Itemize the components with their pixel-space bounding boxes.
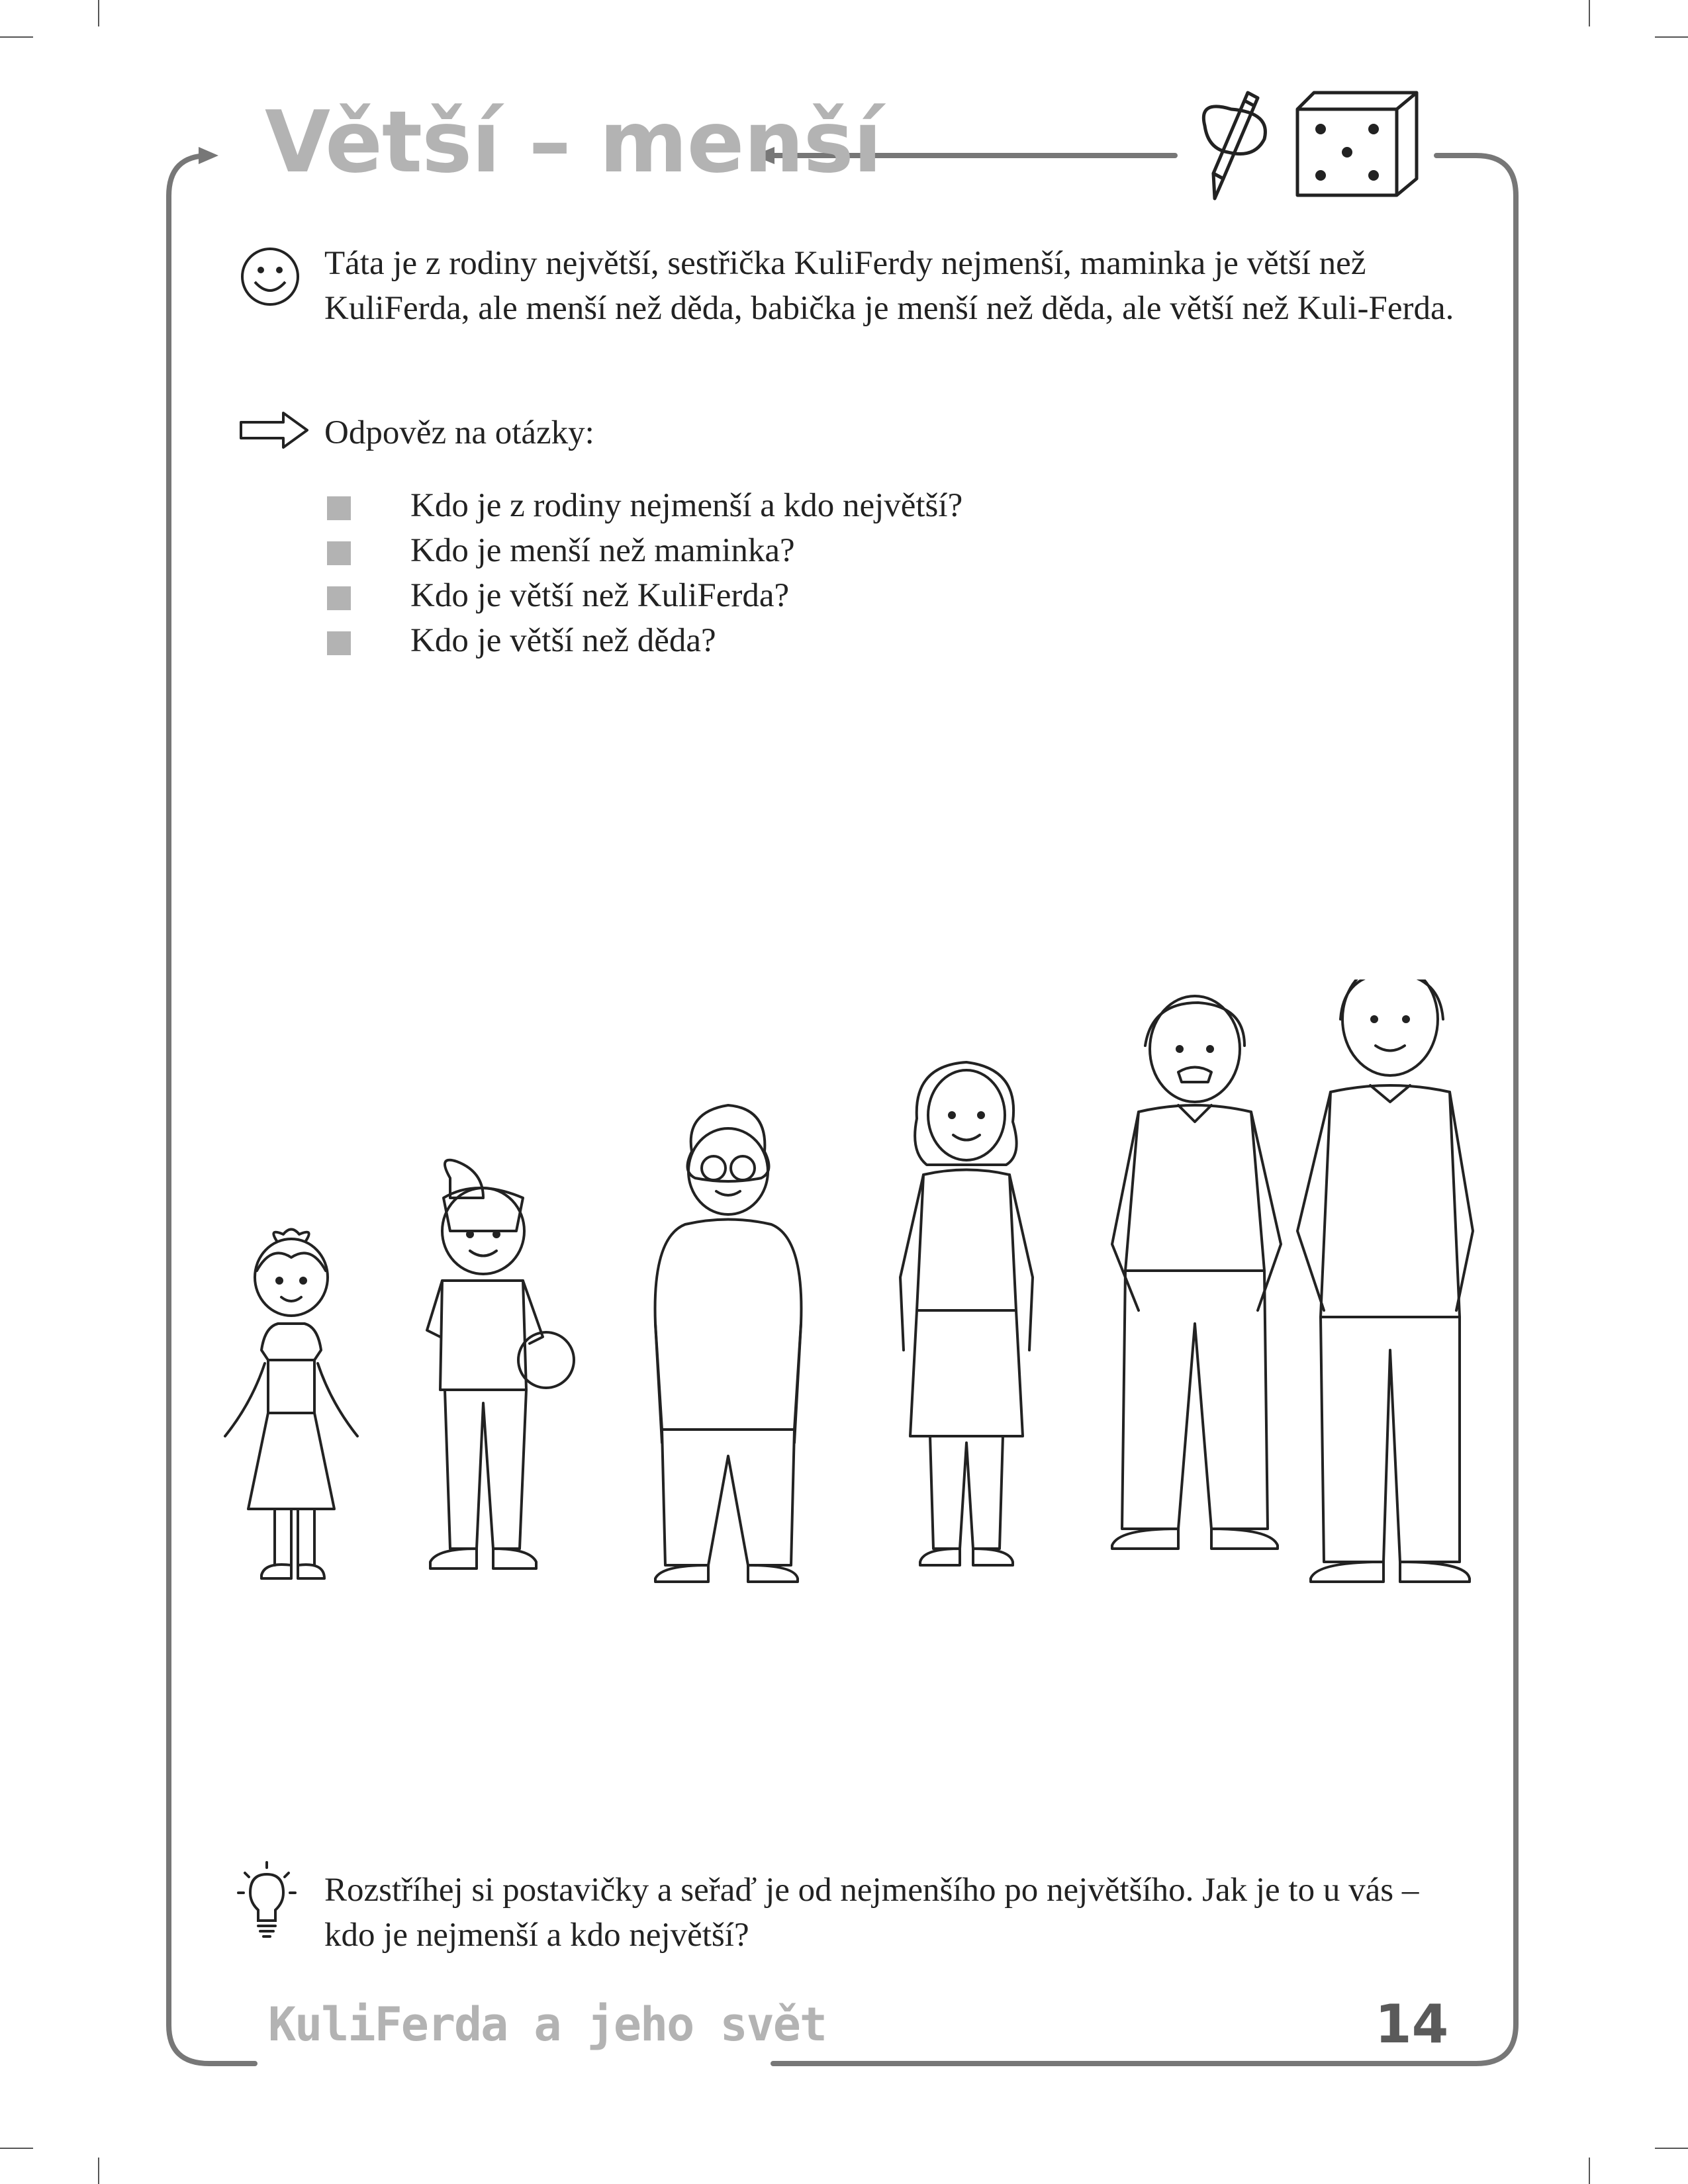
- smiley-icon: [238, 245, 302, 308]
- dice-icon: [1294, 89, 1427, 202]
- square-bullet-icon: [327, 631, 351, 655]
- pencil-drawing-icon: [1192, 86, 1278, 205]
- footer-brand: KuliFerda a jeho svět: [268, 1997, 827, 2052]
- tip-paragraph: Rozstříhej si postavičky a seřaď je od nejmenšího po největšího. Jak je to u vás – kdo je nejmenší a kdo největší?: [324, 1872, 1419, 1954]
- figure-grandpa: [1112, 996, 1281, 1549]
- question-text: Kdo je menší než maminka?: [410, 532, 795, 569]
- page-number: 14: [1375, 1993, 1449, 2055]
- figure-mom: [900, 1062, 1033, 1565]
- family-illustration: [199, 979, 1489, 1608]
- question-text: Kdo je větší než KuliFerda?: [410, 577, 790, 614]
- answer-prompt: Odpověz na otázky:: [324, 414, 594, 451]
- figure-sister: [225, 1230, 357, 1579]
- question-text: Kdo je z rodiny nejmenší a kdo největší?: [410, 487, 963, 524]
- question-text: Kdo je větší než děda?: [410, 622, 716, 659]
- figure-dad: [1297, 979, 1473, 1582]
- square-bullet-icon: [327, 586, 351, 610]
- figure-kuliferda: [427, 1160, 574, 1569]
- square-bullet-icon: [327, 541, 351, 565]
- lightbulb-icon: [237, 1860, 297, 1939]
- arrow-right-icon: [238, 410, 311, 450]
- square-bullet-icon: [327, 496, 351, 520]
- intro-paragraph: Táta je z rodiny největší, sestřička KuliFerdy nejmenší, maminka je větší než KuliFerda, ale menší než děda, babička je menší než děda, ale větší než Kuli-Ferda.: [324, 245, 1454, 327]
- page-title: Větší – menší: [265, 93, 882, 192]
- figure-grandma: [655, 1105, 802, 1582]
